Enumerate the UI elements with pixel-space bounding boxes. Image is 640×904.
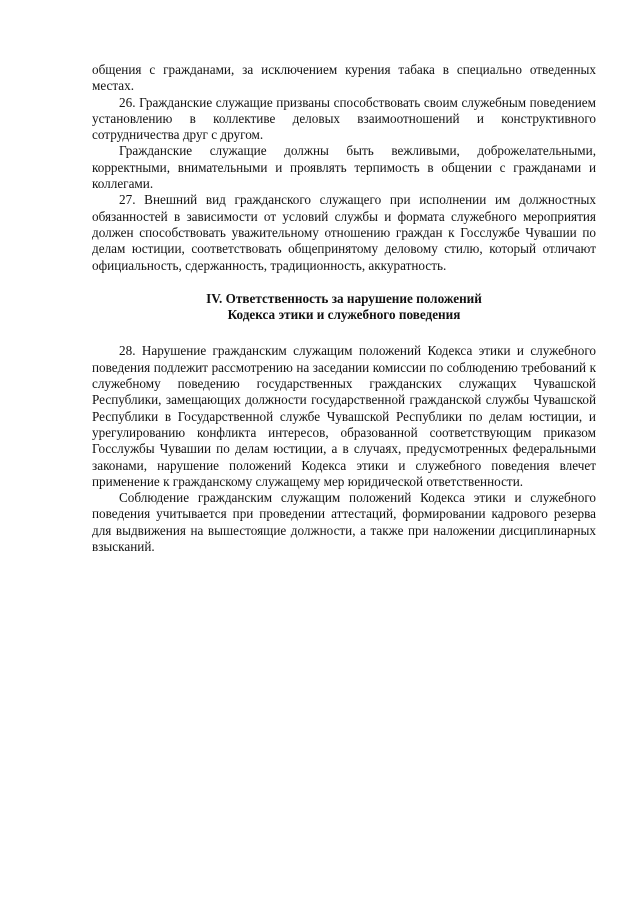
- section-title-line-2: Кодекса этики и служебного поведения: [227, 307, 461, 323]
- paragraph-politeness: Гражданские служащие должны быть вежливыми, доброжелательными, корректными, внимательными и проявлять терпимость в общении с гражданами и коллегами.: [92, 143, 596, 192]
- section-heading: [92, 291, 596, 324]
- paragraph-continuation: общения с гражданами, за исключением курения табака в специально отведенных местах.: [92, 62, 596, 94]
- paragraph-compliance: Соблюдение гражданским служащим положений Кодекса этики и служебного поведения учитывается при проведении аттестаций, формировании кадрового резерва для выдвижения на вышестоящие должности, а также при наложении дисциплинарных взысканий.: [92, 490, 596, 555]
- paragraph-item-26: 26. Гражданские служащие призваны способствовать своим служебным поведением установлению в коллективе деловых взаимоотношений и конструктивного сотрудничества друг с другом.: [92, 94, 596, 143]
- paragraph-item-28: 28. Нарушение гражданским служащим положений Кодекса этики и служебного поведения подлежит рассмотрению на заседании комиссии по соблюдению требований к служебному поведению государственных гражданских служащих Чувашской Республики, замещающих должности государственной гражданской службы Чувашской Республики в Государственной службе Чувашской Республики по делам юстиции, и урегулированию конфликта интересов, образованной соответствующим приказом Госслужбы Чувашии по делам юстиции, а в случаях, предусмотренных федеральными законами, нарушение положений Кодекса этики и служебного поведения влечет применение к гражданскому служащему мер юридической ответственности.: [92, 343, 596, 489]
- section-title-line-1: IV. Ответственность за нарушение положений: [206, 290, 482, 306]
- paragraph-item-27: 27. Внешний вид гражданского служащего при исполнении им должностных обязанностей в зависимости от условий службы и формата служебного мероприятия должен способствовать уважительному отношению граждан к Госслужбе Чувашии по делам юстиции, соответствовать общепринятому деловому стилю, который отличают официальность, сдержанность, традиционность, аккуратность.: [92, 192, 596, 273]
- document-page: [92, 62, 596, 555]
